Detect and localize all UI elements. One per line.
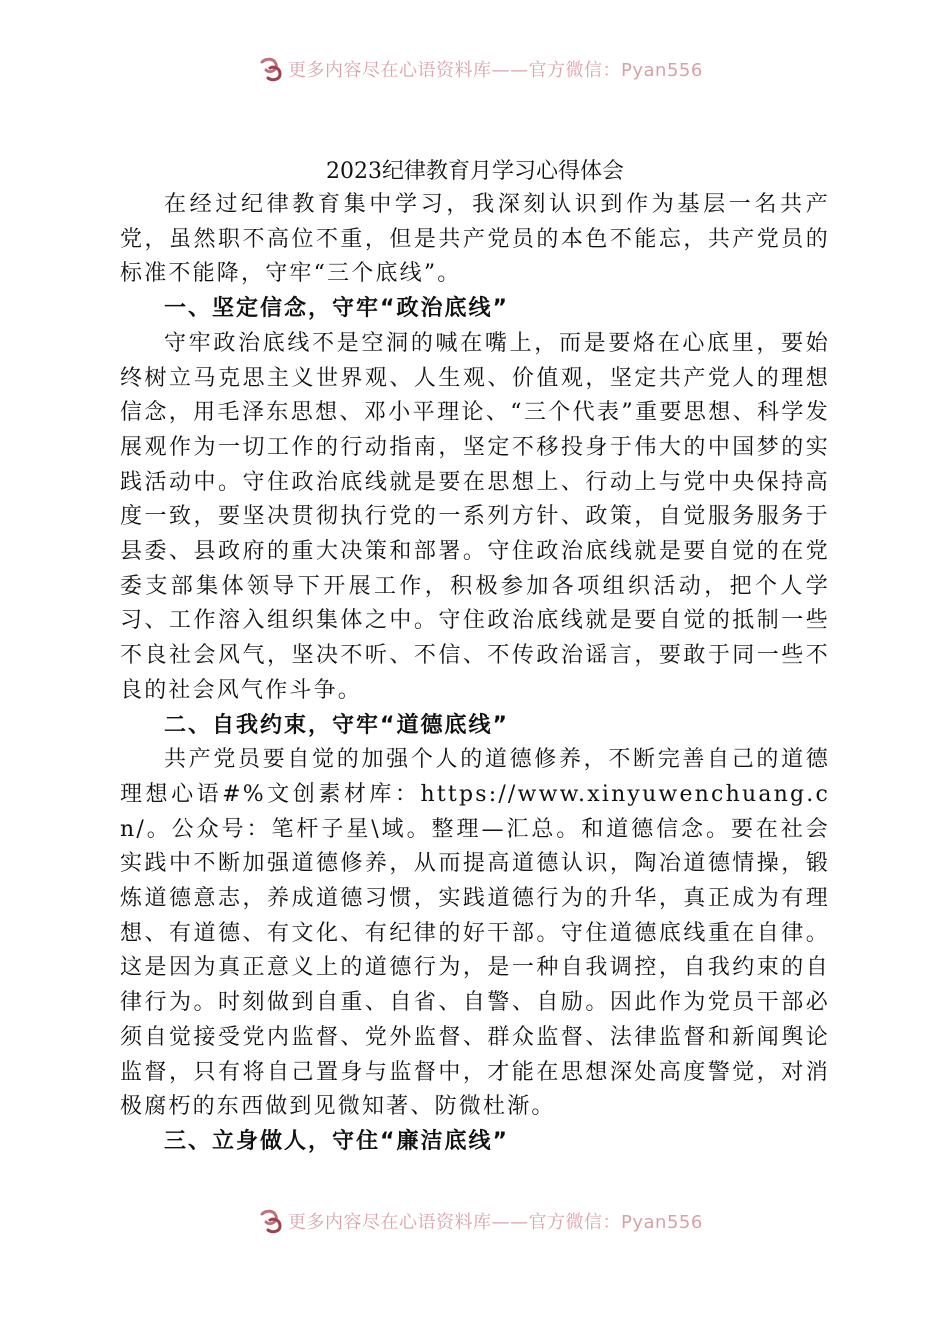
footer-watermark-text: 更多内容尽在心语资料库——官方微信：Pyan556 bbox=[288, 1212, 703, 1233]
header-watermark bbox=[258, 54, 703, 84]
intro-paragraph: 在经过纪律教育集中学习，我深刻认识到作为基层一名共产党，虽然职不高位不重，但是共产党员的本色不能忘，共产党员的标准不能降，守牢“三个底线”。 bbox=[120, 192, 830, 287]
political-paragraph: 守牢政治底线不是空洞的喊在嘴上，而是要烙在心底里，要始终树立马克思主义世界观、人生观、价值观，坚定共产党人的理想信念，用毛泽东思想、邓小平理论、“三个代表”重要思想、科学发展观作为一切工作的行动指南，坚定不移投身于伟大的中国梦的实践活动中。守住政治底线就是要在思想上、行动上与党中央保持高度一致，要坚决贯彻执行党的一系列方针、政策，自觉服务服务于县委、县政府的重大决策和部署。守住政治底线就是要自觉的在党委支部集体领导下开展工作，积极参加各项组织活动，把个人学习、工作溶入组织集体之中。守住政治底线就是要自觉的抵制一些不良社会风气，坚决不听、不信、不传政治谣言，要敢于同一些不良的社会风气作斗争。 bbox=[120, 330, 830, 703]
moral-paragraph: 共产党员要自觉的加强个人的道德修养，不断完善自己的道德理想心语#%文创素材库：https://www.xinyuwenchuang.cn/。公众号：笔杆子星\域。整理—汇总。和道德信念。要在社会实践中不断加强道德修养，从而提高道德认识，陶冶道德情操，锻炼道德意志，养成道德习惯，实践道德行为的升华，真正成为有理想、有道德、有文化、有纪律的好干部。守住道德底线重在自律。这是因为真正意义上的道德行为，是一种自我调控，自我约束的自律行为。时刻做到自重、自省、自警、自励。因此作为党员干部必须自觉接受党内监督、党外监督、群众监督、法律监督和新闻舆论监督，只有将自己置身与监督中，才能在思想深处高度警觉，对消极腐朽的东西做到见微知著、防微杜渐。 bbox=[120, 747, 830, 1120]
section-heading-moral: 二、自我约束，守牢“道德底线” bbox=[164, 712, 509, 738]
section-heading-political: 一、坚定信念，守牢“政治底线” bbox=[164, 296, 509, 322]
watermark-logo-icon bbox=[258, 56, 284, 82]
document-body bbox=[120, 188, 830, 1160]
watermark-logo-icon bbox=[258, 1208, 284, 1234]
footer-watermark bbox=[258, 1206, 703, 1236]
section-heading-integrity: 三、立身做人，守住“廉洁底线” bbox=[164, 1128, 509, 1154]
header-watermark-text: 更多内容尽在心语资料库——官方微信：Pyan556 bbox=[288, 60, 703, 81]
document-title: 2023纪律教育月学习心得体会 bbox=[326, 159, 624, 184]
